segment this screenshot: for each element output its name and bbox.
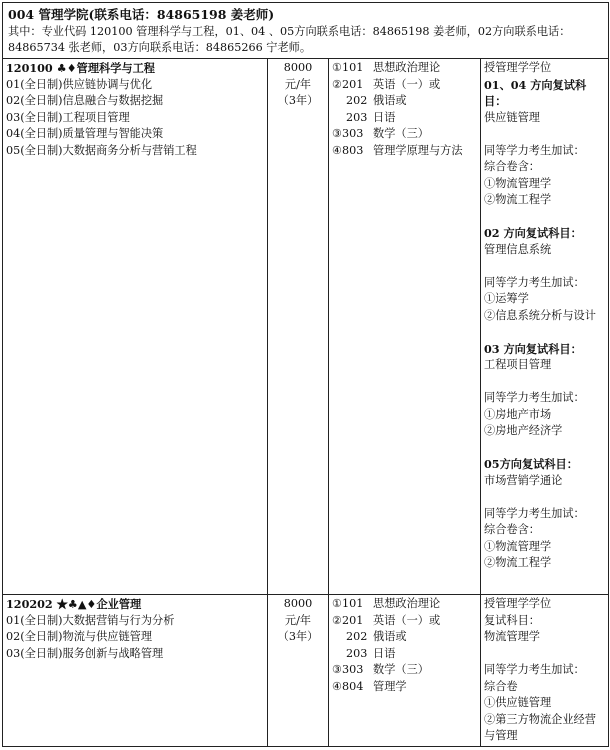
note-line: ②房地产经济学 [484, 424, 563, 437]
retest-heading: 01、04 方向复试科目： [484, 77, 587, 108]
direction-item: 04(全日制)质量管理与智能决策 [6, 127, 164, 140]
note-line: ②信息系统分析与设计 [484, 308, 596, 322]
exam-subject [332, 646, 477, 663]
exam-cell [329, 595, 481, 747]
exam-name: 数学（三） [373, 127, 429, 140]
exam-subject [332, 60, 477, 77]
note-spacer [484, 324, 605, 341]
note-line: 授管理学学位 [484, 597, 552, 610]
note-line: 市场营销学通论 [484, 473, 563, 487]
note-line: 供应链管理 [484, 110, 540, 124]
fee-duration: （3年） [277, 94, 319, 107]
exam-subject [332, 596, 477, 613]
note-line: ①物流管理学 [484, 539, 552, 553]
exam-code: 203 [346, 110, 368, 124]
fee-unit: 元/年 [284, 613, 312, 627]
exam-code: ④803 [332, 143, 364, 157]
contact-description: 其中：专业代码 120100 管理科学与工程，01、04 、05方向联系电话：84865198 姜老师，02方向联系电话：84865734 张老师，03方向联系电话：84865266 宁老师。 [8, 25, 571, 54]
note-spacer [484, 489, 605, 506]
exam-name: 日语 [373, 110, 396, 124]
exam-code: ②201 [332, 77, 364, 91]
note-line: 同等学力考生加试： [484, 391, 585, 404]
direction-item: 05(全日制)大数据商务分析与营销工程 [6, 143, 197, 157]
note-line: ①物流管理学 [484, 176, 552, 190]
note-spacer [484, 374, 605, 391]
program-table [2, 2, 609, 747]
exam-code: ④804 [332, 679, 364, 693]
fee-cell [268, 59, 329, 595]
notes-cell [481, 595, 609, 747]
major-cell [3, 59, 268, 595]
fee-amount: 8000 [283, 61, 313, 74]
exam-name: 管理学原理与方法 [373, 143, 463, 157]
exam-subject [332, 143, 477, 160]
note-line: 同等学力考生加试： [484, 143, 585, 157]
exam-name: 俄语或 [373, 630, 407, 643]
fee-cell [268, 595, 329, 747]
exam-name: 英语（一）或 [373, 613, 441, 627]
notes-cell [481, 59, 609, 595]
note-line: ①房地产市场 [484, 407, 552, 421]
note-line: ①运筹学 [484, 292, 529, 305]
note-spacer [484, 440, 605, 457]
note-spacer [484, 258, 605, 275]
note-line: ②物流工程学 [484, 556, 552, 569]
major-title: 120202 ★♣▲♦企业管理 [6, 597, 142, 611]
exam-subject [332, 662, 477, 679]
catalog-page [2, 2, 608, 747]
exam-name: 管理学 [373, 679, 407, 693]
direction-item: 01(全日制)大数据营销与行为分析 [6, 613, 175, 627]
note-spacer [484, 209, 605, 226]
major-row-0 [3, 59, 609, 595]
exam-subject [332, 629, 477, 646]
fee-amount: 8000 [283, 597, 313, 610]
exam-code: ③303 [332, 127, 364, 140]
exam-subject [332, 77, 477, 94]
exam-subject [332, 93, 477, 110]
exam-name: 英语（一）或 [373, 77, 441, 91]
direction-item: 02(全日制)信息融合与数据挖掘 [6, 94, 164, 107]
exam-subject [332, 613, 477, 630]
exam-name: 日语 [373, 646, 396, 660]
major-title: 120100 ♣♦管理科学与工程 [6, 61, 155, 75]
exam-name: 俄语或 [373, 94, 407, 107]
exam-name: 思想政治理论 [373, 61, 441, 74]
direction-item: 01(全日制)供应链协调与优化 [6, 77, 153, 91]
note-line: 同等学力考生加试： [484, 663, 585, 676]
exam-name: 思想政治理论 [373, 597, 441, 610]
note-line: 同等学力考生加试： [484, 275, 585, 289]
note-line: ②第三方物流企业经营与管理 [484, 712, 596, 742]
note-line: 授管理学学位 [484, 61, 552, 74]
school-header-cell [3, 3, 609, 59]
exam-code: ①101 [332, 597, 364, 610]
retest-heading: 03 方向复试科目： [484, 341, 582, 356]
note-line: 综合卷 [484, 679, 518, 693]
note-line: 物流管理学 [484, 630, 540, 643]
fee-duration: （3年） [277, 630, 319, 643]
note-line: 综合卷含： [484, 523, 540, 536]
exam-subject [332, 110, 477, 127]
exam-code: 202 [346, 94, 368, 107]
note-line: 管理信息系统 [484, 242, 552, 256]
major-row-1 [3, 595, 609, 747]
note-spacer [484, 126, 605, 143]
note-line: 工程项目管理 [484, 358, 552, 371]
note-line: ②物流工程学 [484, 193, 552, 206]
exam-code: ③303 [332, 663, 364, 676]
exam-code: ②201 [332, 613, 364, 627]
school-header-row [3, 3, 609, 59]
note-line: 复试科目： [484, 613, 540, 627]
note-line: 同等学力考生加试： [484, 506, 585, 520]
direction-item: 03(全日制)服务创新与战略管理 [6, 646, 164, 660]
direction-item: 02(全日制)物流与供应链管理 [6, 630, 153, 643]
exam-cell [329, 59, 481, 595]
exam-name: 数学（三） [373, 663, 429, 676]
exam-code: ①101 [332, 61, 364, 74]
note-spacer [484, 646, 605, 663]
exam-subject [332, 126, 477, 143]
note-line: ①供应链管理 [484, 696, 552, 709]
school-title: 004 管理学院(联系电话：84865198 姜老师) [8, 7, 275, 22]
note-line: 综合卷含： [484, 160, 540, 173]
exam-code: 202 [346, 630, 368, 643]
retest-heading: 05方向复试科目： [484, 457, 578, 471]
exam-subject [332, 679, 477, 696]
exam-code: 203 [346, 646, 368, 660]
fee-unit: 元/年 [284, 77, 312, 91]
direction-item: 03(全日制)工程项目管理 [6, 110, 130, 124]
retest-heading: 02 方向复试科目： [484, 226, 582, 240]
major-cell [3, 595, 268, 747]
